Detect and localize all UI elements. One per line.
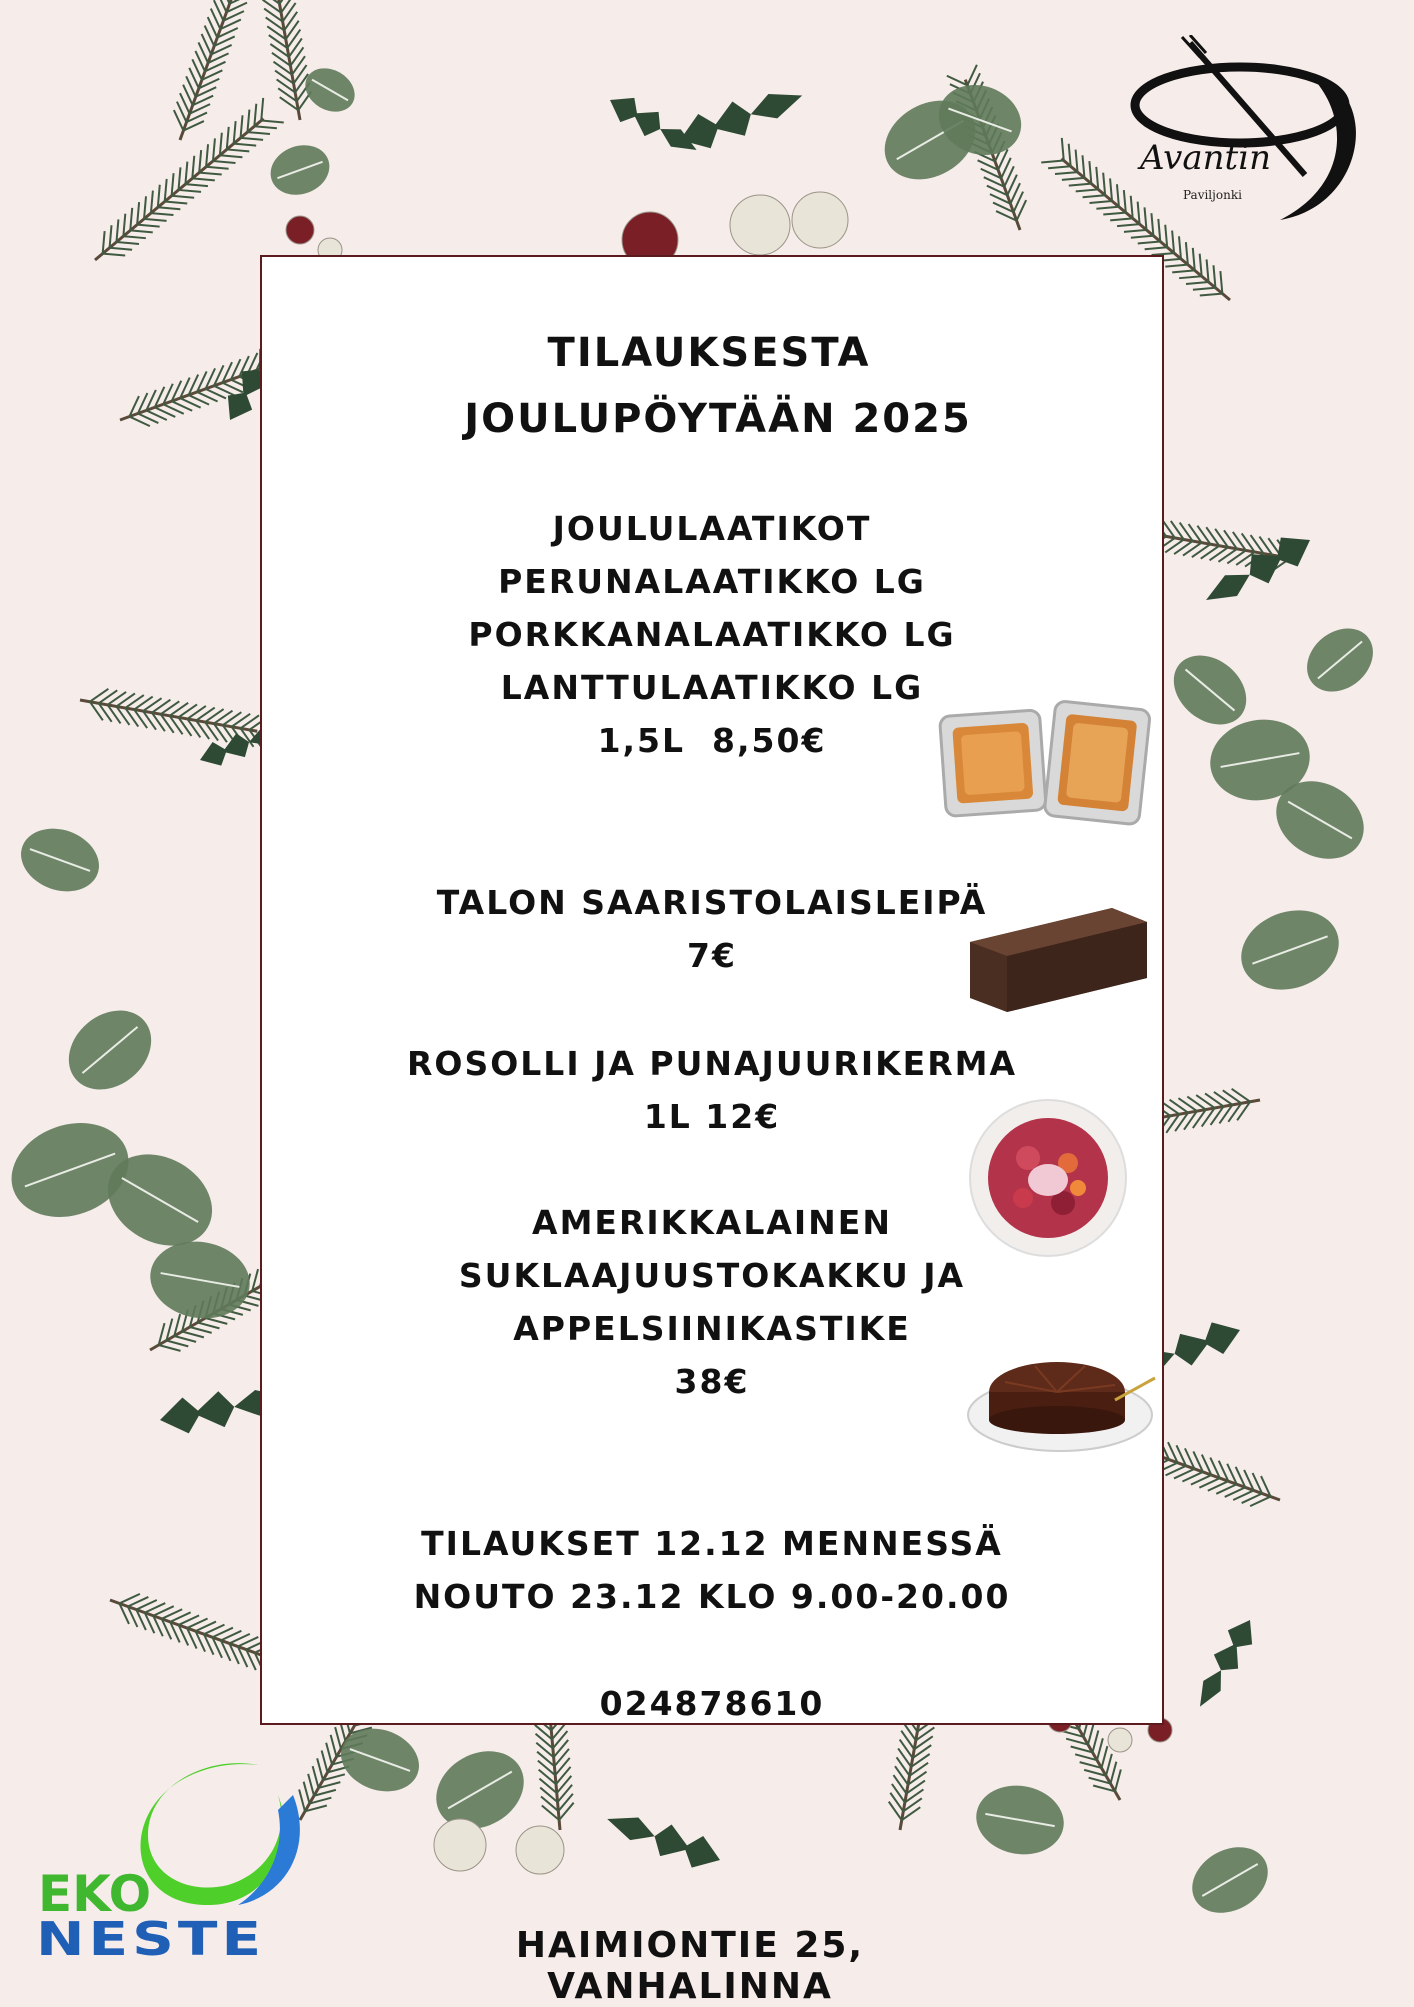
eko-label: EKO bbox=[38, 1865, 152, 1923]
item-price: 38€ bbox=[674, 1362, 750, 1401]
brand-name: Avantin bbox=[1140, 138, 1271, 178]
page-title bbox=[260, 320, 1164, 452]
neste-label: NESTE bbox=[36, 1912, 266, 1967]
laatikko-trays-image bbox=[935, 695, 1155, 830]
cheesecake-image bbox=[965, 1330, 1160, 1455]
item-price: 1,5L 8,50€ bbox=[597, 721, 827, 760]
item-name: SUKLAAJUUSTOKAKKU JA bbox=[458, 1256, 966, 1295]
item-name: APPELSIINIKASTIKE bbox=[513, 1309, 911, 1348]
address: HAIMIONTIE 25, VANHALINNA bbox=[515, 1925, 865, 2007]
brand-subtitle: Paviljonki bbox=[1183, 188, 1242, 202]
pickup-time: NOUTO 23.12 KLO 9.00-20.00 bbox=[413, 1577, 1011, 1616]
item-price: 1L 12€ bbox=[643, 1097, 781, 1136]
item-variant: PORKKANALAATIKKO LG bbox=[468, 615, 956, 654]
item-price: 7€ bbox=[687, 936, 737, 975]
order-deadline: TILAUKSET 12.12 MENNESSÄ bbox=[421, 1524, 1003, 1563]
item-name: ROSOLLI JA PUNAJUURIKERMA bbox=[406, 1044, 1018, 1083]
fork-plate-logo-icon bbox=[1120, 35, 1380, 235]
order-info bbox=[260, 1517, 1164, 1623]
item-variant: PERUNALAATIKKO LG bbox=[498, 562, 926, 601]
title-line-2: JOULUPÖYTÄÄN 2025 bbox=[464, 396, 972, 442]
item-name: AMERIKKALAINEN bbox=[532, 1203, 892, 1242]
phone-number: 024878610 bbox=[599, 1684, 825, 1723]
bread-loaf-image bbox=[962, 900, 1152, 1020]
item-name: JOULULAATIKOT bbox=[552, 509, 872, 548]
title-line-1: TILAUKSESTA bbox=[547, 330, 871, 376]
item-variant: LANTTULAATIKKO LG bbox=[500, 668, 924, 707]
rosolli-bowl-image bbox=[968, 1098, 1128, 1258]
item-name: TALON SAARISTOLAISLEIPÄ bbox=[436, 883, 988, 922]
